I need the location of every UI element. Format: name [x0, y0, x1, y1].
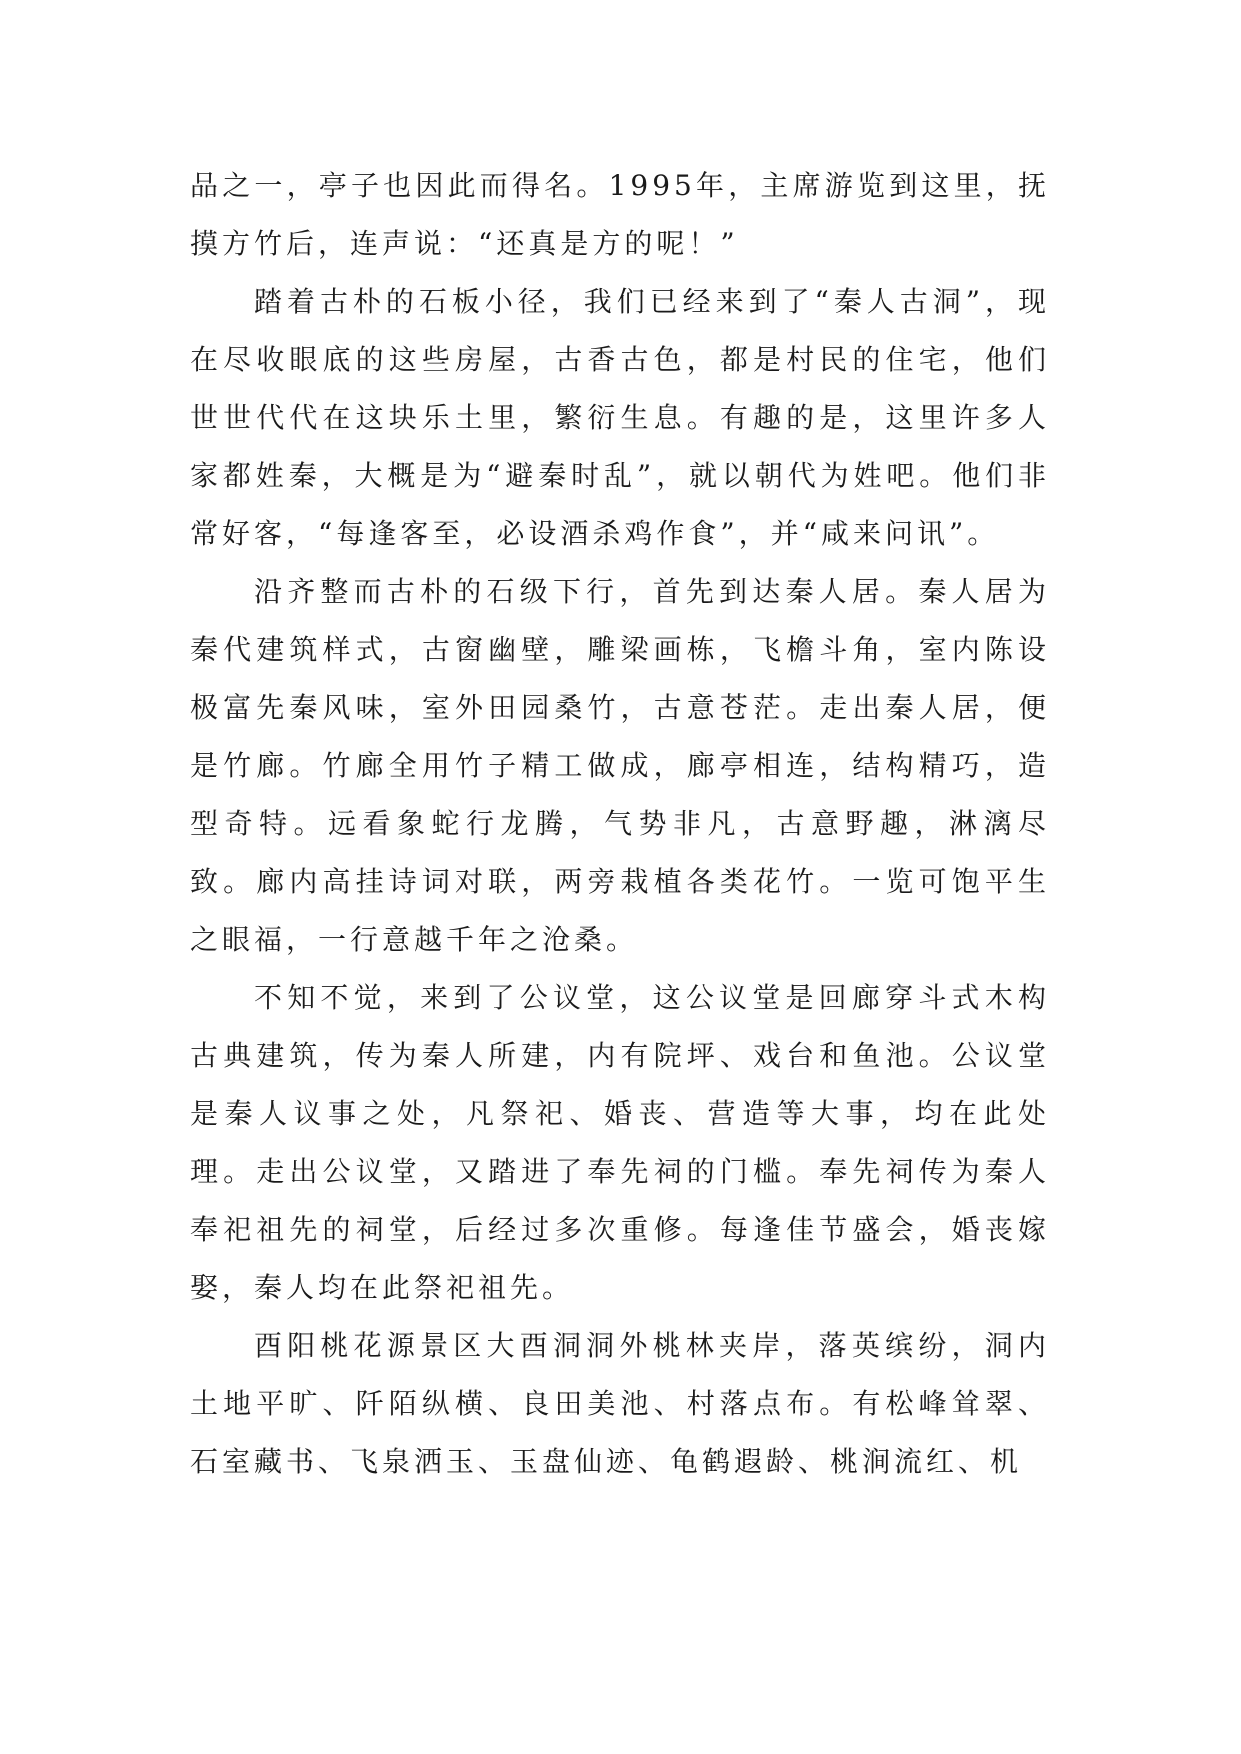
- paragraph-continuation: 品之一，亭子也因此而得名。1995年，主席游览到这里，抚摸方竹后，连声说：“还真是方的呢！”: [190, 169, 1050, 260]
- document-body: [190, 157, 1050, 1491]
- paragraph-dayou-dong: 酉阳桃花源景区大酉洞洞外桃林夹岸，落英缤纷，洞内土地平旷、阡陌纵横、良田美池、村落点布。有松峰耸翠、石室藏书、飞泉洒玉、玉盘仙迹、龟鹤遐龄、桃涧流红、机: [190, 1329, 1050, 1478]
- paragraph-gongyi-tang: 不知不觉，来到了公议堂，这公议堂是回廊穿斗式木构古典建筑，传为秦人所建，内有院坪、戏台和鱼池。公议堂是秦人议事之处，凡祭祀、婚丧、营造等大事，均在此处理。走出公议堂，又踏进了奉先祠的门槛。奉先祠传为秦人奉祀祖先的祠堂，后经过多次重修。每逢佳节盛会，婚丧嫁娶，秦人均在此祭祀祖先。: [190, 981, 1050, 1304]
- paragraph-qinren-gudong: 踏着古朴的石板小径，我们已经来到了“秦人古洞”，现在尽收眼底的这些房屋，古香古色，都是村民的住宅，他们世世代代在这块乐土里，繁衍生息。有趣的是，这里许多人家都姓秦，大概是为“避秦时乱”，就以朝代为姓吧。他们非常好客，“每逢客至，必设酒杀鸡作食”，并“咸来问讯”。: [190, 285, 1050, 550]
- paragraph-qinren-ju: 沿齐整而古朴的石级下行，首先到达秦人居。秦人居为秦代建筑样式，古窗幽壁，雕梁画栋，飞檐斗角，室内陈设极富先秦风味，室外田园桑竹，古意苍茫。走出秦人居，便是竹廊。竹廊全用竹子精工做成，廊亭相连，结构精巧，造型奇特。远看象蛇行龙腾，气势非凡，古意野趣，淋漓尽致。廊内高挂诗词对联，两旁栽植各类花竹。一览可饱平生之眼福，一行意越千年之沧桑。: [190, 575, 1050, 956]
